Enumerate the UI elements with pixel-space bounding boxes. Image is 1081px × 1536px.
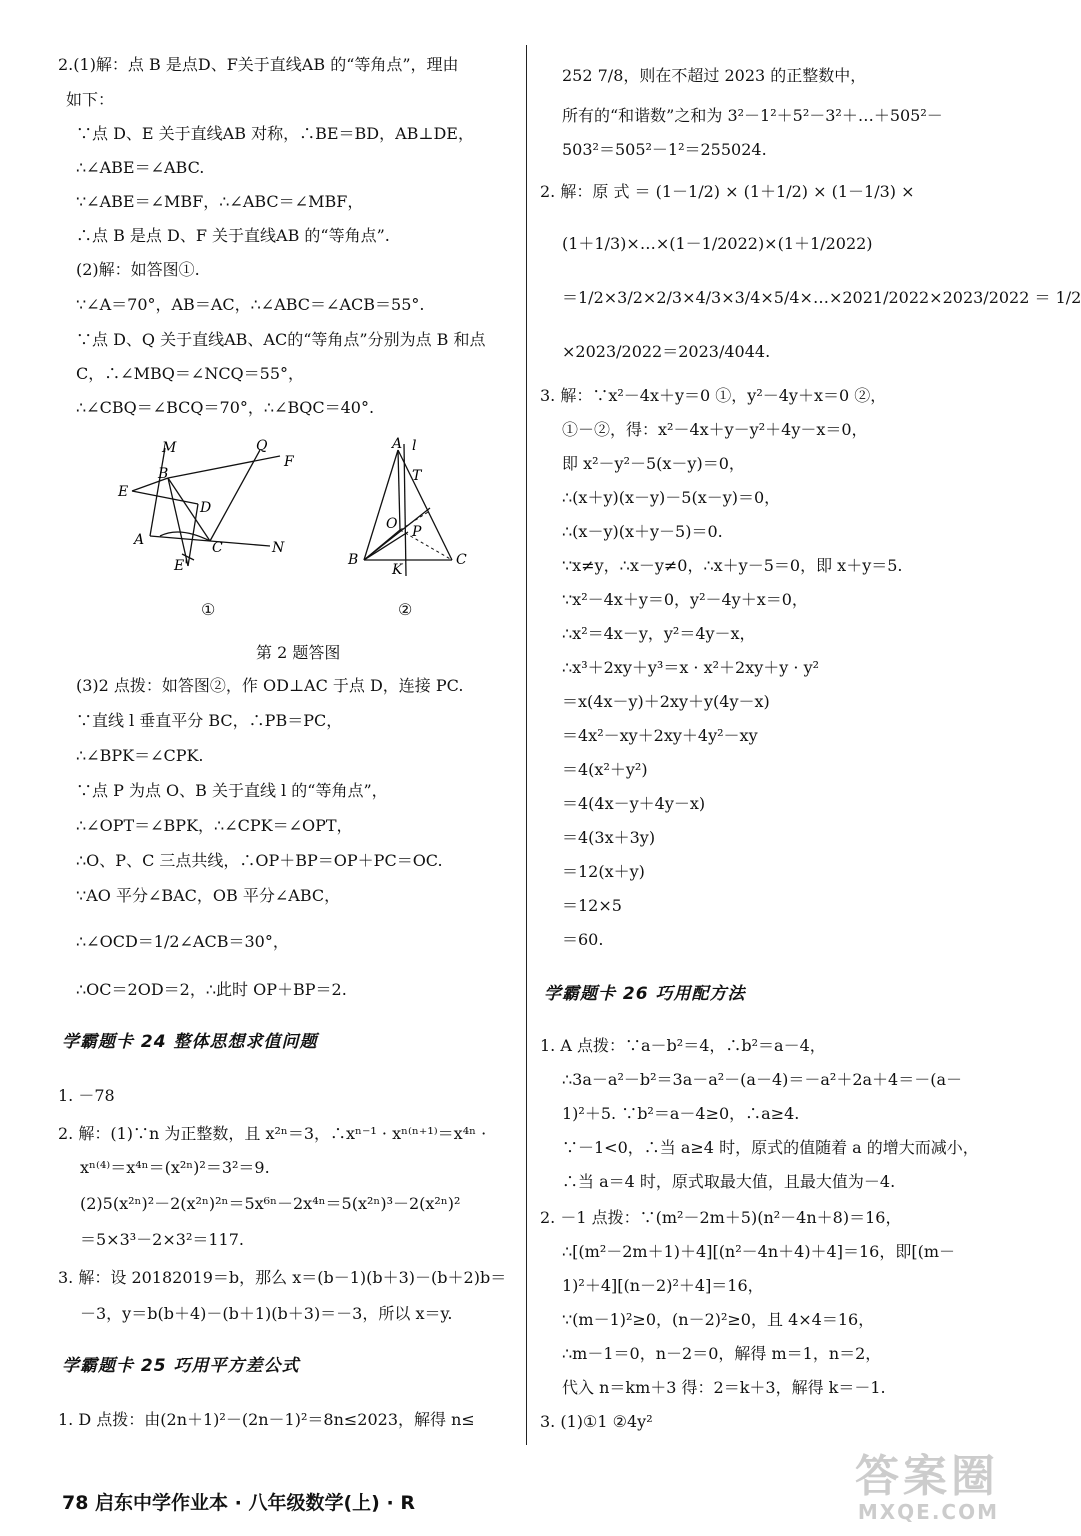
fig2-label: A (392, 436, 403, 452)
figure-1-number: ① (201, 600, 216, 619)
watermark-url: MXQE.COM (857, 1500, 999, 1524)
text-line: 如下： (66, 90, 115, 109)
text-line: 1. A 点拨：∵a－b²＝4，∴b²＝a－4， (540, 1036, 826, 1055)
section-24-title: 学霸题卡 24 整体思想求值问题 (62, 1032, 318, 1052)
text-line: (2)解：如答图①. (76, 260, 200, 279)
text-line: ∴∠BPK＝∠CPK. (76, 746, 204, 765)
text-line: ∵∠ABE＝∠MBF，∴∠ABC＝∠MBF， (76, 192, 364, 211)
figure-1 (110, 436, 310, 586)
text-line: ∵点 D、Q 关于直线AB、AC的“等角点”分别为点 B 和点 (76, 330, 486, 349)
text-line: ×2023/2022＝2023/4044. (562, 342, 771, 361)
text-line: ∴O、P、C 三点共线，∴OP＋BP＝OP＋PC＝OC. (76, 851, 443, 870)
text-line: ∵x²－4x＋y＝0，y²－4y＋x＝0， (562, 590, 808, 609)
figure-2 (340, 436, 490, 586)
text-line: 503²＝505²－1²＝255024. (562, 140, 767, 159)
fig1-label: E (118, 484, 129, 500)
text-line: 2. 解：(1)∵n 为正整数，且 x²ⁿ＝3，∴xⁿ⁻¹ · xⁿ⁽ⁿ⁺¹⁾＝x⁴ⁿ · (58, 1124, 487, 1143)
text-line: ∵(m－1)²≥0，(n－2)²≥0，且 4×4＝16， (562, 1310, 875, 1329)
figure-2-number: ② (398, 600, 413, 619)
fig1-label: M (162, 440, 177, 456)
fig2-label: O (386, 516, 398, 532)
text-line: ∴3a－a²－b²＝3a－a²－(a－4)＝－a²＋2a＋4＝－(a－ (562, 1070, 963, 1089)
fig1-label: Q (256, 438, 268, 454)
fig2-label: K (392, 562, 403, 578)
watermark-logo: 答案圈 (855, 1451, 999, 1502)
text-line: 252 7/8，则在不超过 2023 的正整数中， (562, 66, 867, 85)
fig2-label: C (456, 552, 467, 568)
text-line: ∵点 D、E 关于直线AB 对称，∴BE＝BD，AB⊥DE， (76, 124, 474, 143)
text-line: 2. －1 点拨：∵(m²－2m＋5)(n²－4n＋8)＝16， (540, 1208, 902, 1227)
text-line: 所有的“和谐数”之和为 3²－1²＋5²－3²＋…＋505²－ (562, 106, 943, 125)
text-line: ∵∠A＝70°，AB＝AC，∴∠ABC＝∠ACB＝55°. (76, 295, 425, 314)
text-line: (2)5(x²ⁿ)²－2(x²ⁿ)²ⁿ＝5x⁶ⁿ－2x⁴ⁿ＝5(x²ⁿ)³－2(x²ⁿ)² (80, 1194, 461, 1213)
text-line: 1. D 点拨：由(2n＋1)²－(2n－1)²＝8n≤2023，解得 n≤ (58, 1410, 475, 1429)
text-line: ∴∠CBQ＝∠BCQ＝70°，∴∠BQC＝40°. (76, 398, 375, 417)
text-line: 3. (1)①1 ②4y² (540, 1412, 653, 1431)
text-line: 2.(1)解：点 B 是点D、F关于直线AB 的“等角点”，理由 (58, 55, 459, 74)
text-line: ∴点 B 是点 D、F 关于直线AB 的“等角点”. (76, 226, 390, 245)
text-line: ∵AO 平分∠BAC，OB 平分∠ABC， (76, 886, 341, 905)
text-line: 2. 解：原 式 ＝ (1－1/2) × (1＋1/2) × (1－1/3) × (540, 182, 915, 201)
fig2-label: P (412, 524, 422, 540)
text-line: 1)²＋4][(n－2)²＋4]＝16， (562, 1276, 764, 1295)
text-line: ∴(x＋y)(x－y)－5(x－y)＝0， (562, 488, 781, 507)
text-line: ＝5×3³－2×3²＝117. (80, 1230, 244, 1249)
text-line: ＝4(3x＋3y) (562, 828, 656, 847)
text-line: ＝x(4x－y)＋2xy＋y(4y－x) (562, 692, 770, 711)
text-line: 代入 n＝km＋3 得：2＝k＋3，解得 k＝－1. (562, 1378, 886, 1397)
text-line: ∴(x－y)(x＋y－5)＝0. (562, 522, 723, 541)
text-line: ∴∠ABE＝∠ABC. (76, 158, 205, 177)
text-line: ∴x³＋2xy＋y³＝x · x²＋2xy＋y · y² (562, 658, 820, 677)
section-26-title: 学霸题卡 26 巧用配方法 (544, 984, 746, 1004)
text-line: ∴OC＝2OD＝2，∴此时 OP＋BP＝2. (76, 980, 347, 999)
text-line: ∵点 P 为点 O、B 关于直线 l 的“等角点”， (76, 781, 388, 800)
text-line: ∴当 a＝4 时，原式取最大值，且最大值为－4. (562, 1172, 896, 1191)
section-25-title: 学霸题卡 25 巧用平方差公式 (62, 1356, 300, 1376)
fig2-label: T (412, 468, 422, 484)
text-line: ∴∠OPT＝∠BPK，∴∠CPK＝∠OPT， (76, 816, 353, 835)
fig1-label: B (158, 466, 169, 482)
text-line: ∵x≠y，∴x－y≠0，∴x＋y－5＝0，即 x＋y＝5. (562, 556, 903, 575)
text-line: ∴[(m²－2m＋1)＋4][(n²－4n＋4)＋4]＝16，即[(m－ (562, 1242, 955, 1261)
text-line: (3)2 点拨：如答图②，作 OD⊥AC 于点 D，连接 PC. (76, 676, 464, 695)
fig2-label: l (412, 438, 417, 454)
fig1-label: E' (174, 558, 189, 574)
fig1-label: A (134, 532, 145, 548)
text-line: 1)²＋5. ∵b²＝a－4≥0，∴a≥4. (562, 1104, 800, 1123)
text-line: ∵－1<0，∴当 a≥4 时，原式的值随着 a 的增大而减小， (562, 1138, 979, 1157)
text-line: ＝4x²－xy＋2xy＋4y²－xy (562, 726, 758, 745)
text-line: (1＋1/3)×…×(1－1/2022)×(1＋1/2022) (562, 234, 873, 253)
text-line: ＝12×5 (562, 896, 622, 915)
text-line: ∴m－1＝0，n－2＝0，解得 m＝1，n＝2， (562, 1344, 882, 1363)
page-footer: 78 启东中学作业本 · 八年级数学(上) · R (62, 1492, 415, 1514)
text-line: ＝60. (562, 930, 604, 949)
fig2-label: B (348, 552, 359, 568)
fig1-label: C (212, 540, 223, 556)
text-line: 1. －78 (58, 1086, 115, 1105)
fig1-label: F (284, 454, 294, 470)
figure-caption: 第 2 题答图 (256, 643, 341, 662)
text-line: ①－②，得：x²－4x＋y－y²＋4y－x＝0， (562, 420, 868, 439)
text-line: ＝12(x＋y) (562, 862, 645, 881)
column-divider (526, 45, 527, 1445)
text-line: ＝4(4x－y＋4y－x) (562, 794, 706, 813)
text-line: ∴∠OCD＝1/2∠ACB＝30°， (76, 932, 289, 951)
fig1-label: N (272, 540, 285, 556)
text-line: ＝1/2×3/2×2/3×4/3×3/4×5/4×…×2021/2022×2023/2022 ＝ 1/2 (562, 288, 1081, 307)
text-line: 3. 解：设 20182019＝b，那么 x＝(b－1)(b＋3)－(b＋2)b＝ (58, 1268, 507, 1287)
text-line: －3，y＝b(b＋4)－(b＋1)(b＋3)＝－3，所以 x＝y. (80, 1304, 453, 1323)
text-line: C，∴∠MBQ＝∠NCQ＝55°， (76, 364, 305, 383)
fig1-label: D (200, 500, 212, 516)
watermark (855, 1451, 999, 1524)
text-line: 即 x²－y²－5(x－y)＝0， (562, 454, 745, 473)
text-line: ∵直线 l 垂直平分 BC，∴PB＝PC， (76, 711, 343, 730)
text-line: 3. 解：∵x²－4x＋y＝0 ①，y²－4y＋x＝0 ②， (540, 386, 887, 405)
text-line: xⁿ⁽⁴⁾＝x⁴ⁿ＝(x²ⁿ)²＝3²＝9. (80, 1158, 270, 1177)
text-line: ＝4(x²＋y²) (562, 760, 648, 779)
text-line: ∴x²＝4x－y，y²＝4y－x， (562, 624, 756, 643)
